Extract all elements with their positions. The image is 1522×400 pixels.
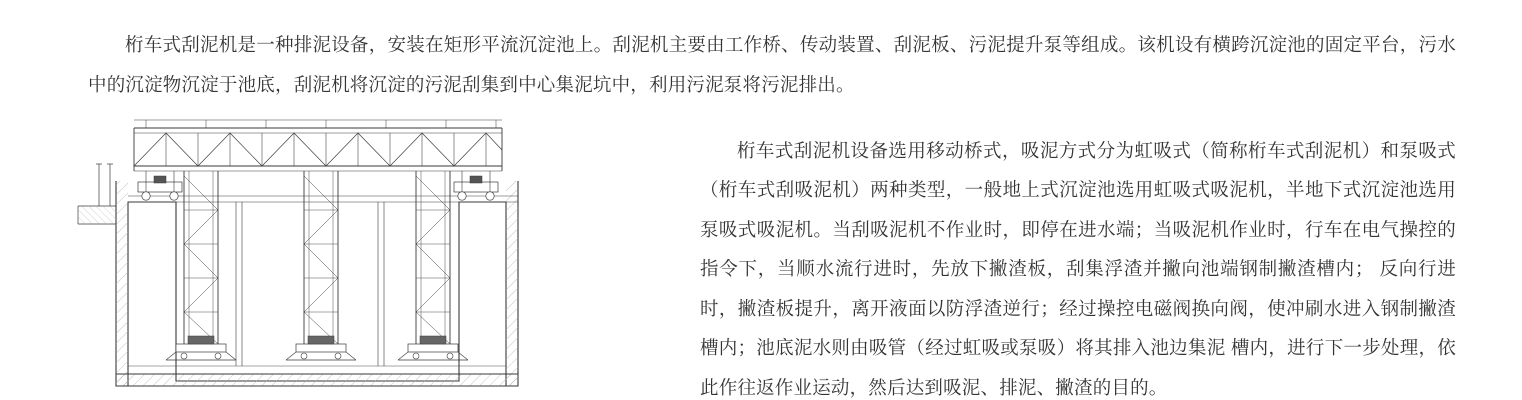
content-lower-section bbox=[0, 104, 1522, 400]
diagram-frame-2 bbox=[286, 171, 356, 360]
figure-sedimentation-tank-diagram bbox=[66, 106, 666, 396]
intro-paragraph: 桁车式刮泥机是一种排泥设备，安装在矩形平流沉淀池上。刮泥机主要由工作桥、传动装置、刮泥板、污泥提升泵等组成。该机设有横跨沉淀池的固定平台，污水中的沉淀物沉淀于池底，刮泥机将沉淀的污泥刮集到中心集泥坑中，利用污泥泵将污泥排出。 bbox=[88, 33, 1456, 95]
diagram-svg bbox=[66, 106, 666, 396]
detail-paragraph: 桁车式刮泥机设备选用移动桥式，吸泥方式分为虹吸式（简称桁车式刮泥机）和泵吸式（桁车式刮吸泥机）两种类型，一般地上式沉淀池选用虹吸式吸泥机，半地下式沉淀池选用泵吸式吸泥机。当刮吸泥机不作业时，即停在进水端；当吸泥机作业时，行车在电气操控的指令下，当顺水流行进时，先放下撇渣板，刮集浮渣并撇向池端钢制撇渣槽内； 反向行进时，撇渣板提升，离开液面以防浮渣逆行；经过操控电磁阀换向阀，使冲刷水进入钢制撇渣槽内；池底泥水则由吸管（经过虹吸或泵吸）将其排入池边集泥 槽内，进行下一步处理，依此作往返作业运动，然后达到吸泥、排泥、撇渣的目的。 bbox=[700, 139, 1456, 398]
diagram-frame-3 bbox=[398, 171, 468, 360]
